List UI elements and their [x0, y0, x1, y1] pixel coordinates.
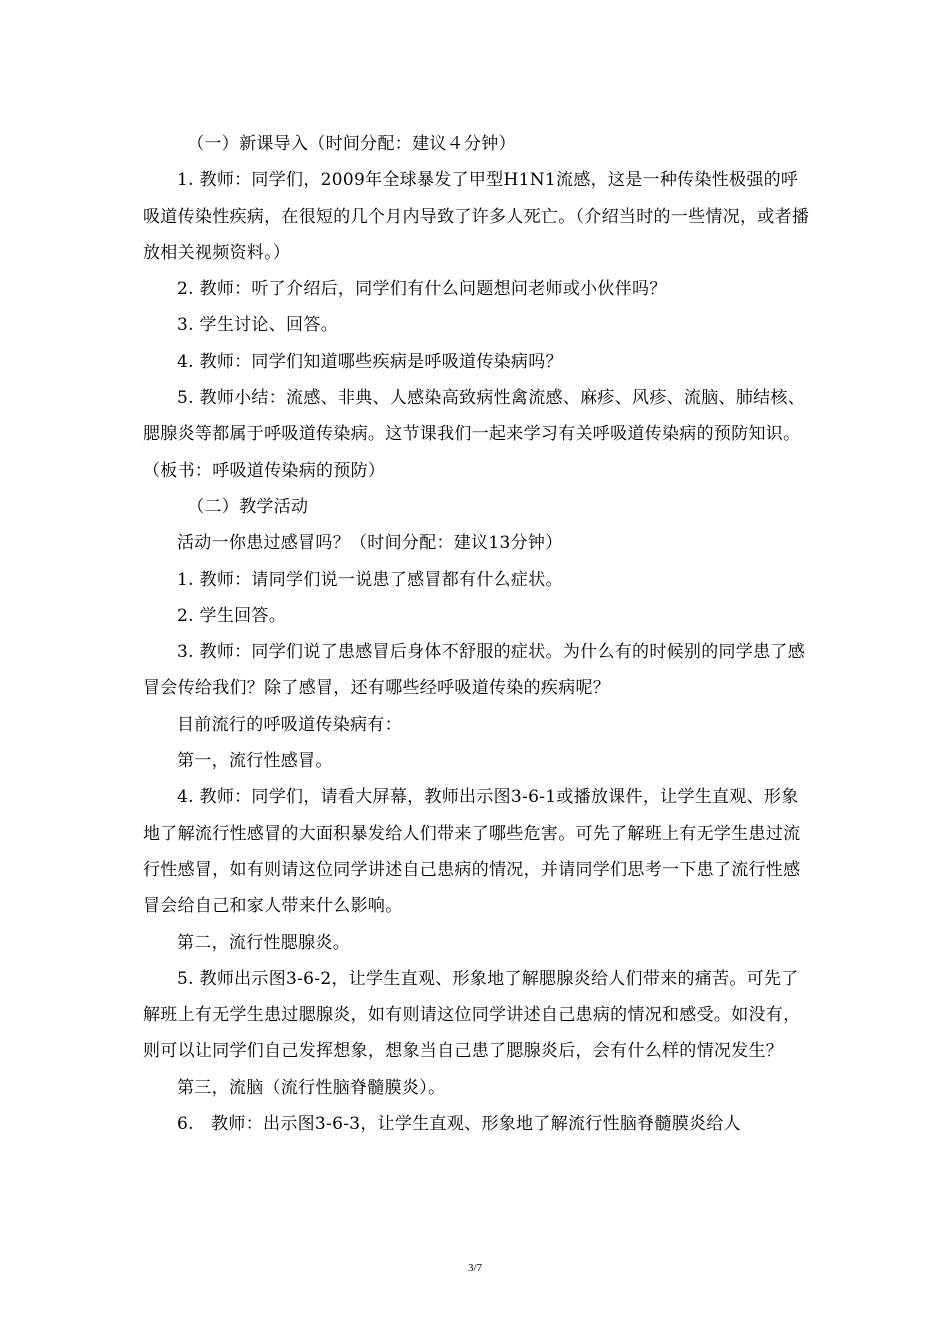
paragraph: 第一，流行性感冒。: [177, 751, 333, 772]
section-heading-intro: （一）新课导入（时间分配：建议４分钟）: [187, 134, 516, 154]
paragraph: 4. 教师：同学们，请看大屏幕，教师出示图3-6-1或播放课件，让学生直观、形象地了解流行性感冒的大面积暴发给人们带来了哪些危害。可先了解班上有无学生患过流行性感冒，如有则请这位同学讲述自己患病的情况，并请同学们思考一下患了流行性感冒会给自己和家人带来什么影响。: [143, 787, 801, 917]
paragraph: 5. 教师出示图3-6-2，让学生直观、形象地了解腮腺炎给人们带来的痛苦。可先了解班上有无学生患过腮腺炎，如有则请这位同学讲述自己患病的情况和感受。如没有，则可以让同学们自己发挥想象，想象当自己患了腮腺炎后，会有什么样的情况发生？: [143, 968, 801, 1062]
paragraph: 3. 学生讨论、回答。: [177, 315, 338, 336]
paragraph: 第二，流行性腮腺炎。: [177, 932, 350, 953]
paragraph: 3. 教师：同学们说了患感冒后身体不舒服的症状。为什么有的时候别的同学患了感冒会传给我们？除了感冒，还有哪些经呼吸道传染的疾病呢？: [143, 642, 806, 699]
paragraph: 1. 教师：请同学们说一说患了感冒都有什么症状。: [177, 569, 563, 590]
paragraph: 4. 教师：同学们知道哪些疾病是呼吸道传染病吗？: [177, 351, 563, 372]
paragraph: 第三，流脑（流行性脑脊髓膜炎）。: [177, 1077, 446, 1098]
page-number: 3/7: [467, 1262, 483, 1274]
paragraph: 6. 教师：出示图3-6-3，让学生直观、形象地了解流行性脑脊髓膜炎给人: [177, 1114, 741, 1135]
paragraph: 活动一你患过感冒吗？（时间分配：建议13分钟）: [177, 533, 563, 554]
paragraph: 2. 学生回答。: [177, 605, 287, 626]
paragraph: 1. 教师：同学们，2009年全球暴发了甲型H1N1流感，这是一种传染性极强的呼吸道传染性疾病，在很短的几个月内导致了许多人死亡。（介绍当时的一些情况，或者播放相关视频资料。）: [143, 170, 810, 263]
paragraph: 5. 教师小结：流感、非典、人感染高致病性禽流感、麻疹、风疹、流脑、肺结核、腮腺炎等都属于呼吸道传染病。这节课我们一起来学习有关呼吸道传染病的预防知识。（板书：呼吸道传染病的预防）: [143, 388, 806, 481]
paragraph: 2. 教师：听了介绍后，同学们有什么问题想问老师或小伙伴吗？: [177, 279, 667, 300]
section-heading-activities: （二）教学活动: [187, 496, 309, 517]
paragraph: 目前流行的呼吸道传染病有：: [177, 714, 402, 735]
document-body: [143, 126, 815, 1142]
